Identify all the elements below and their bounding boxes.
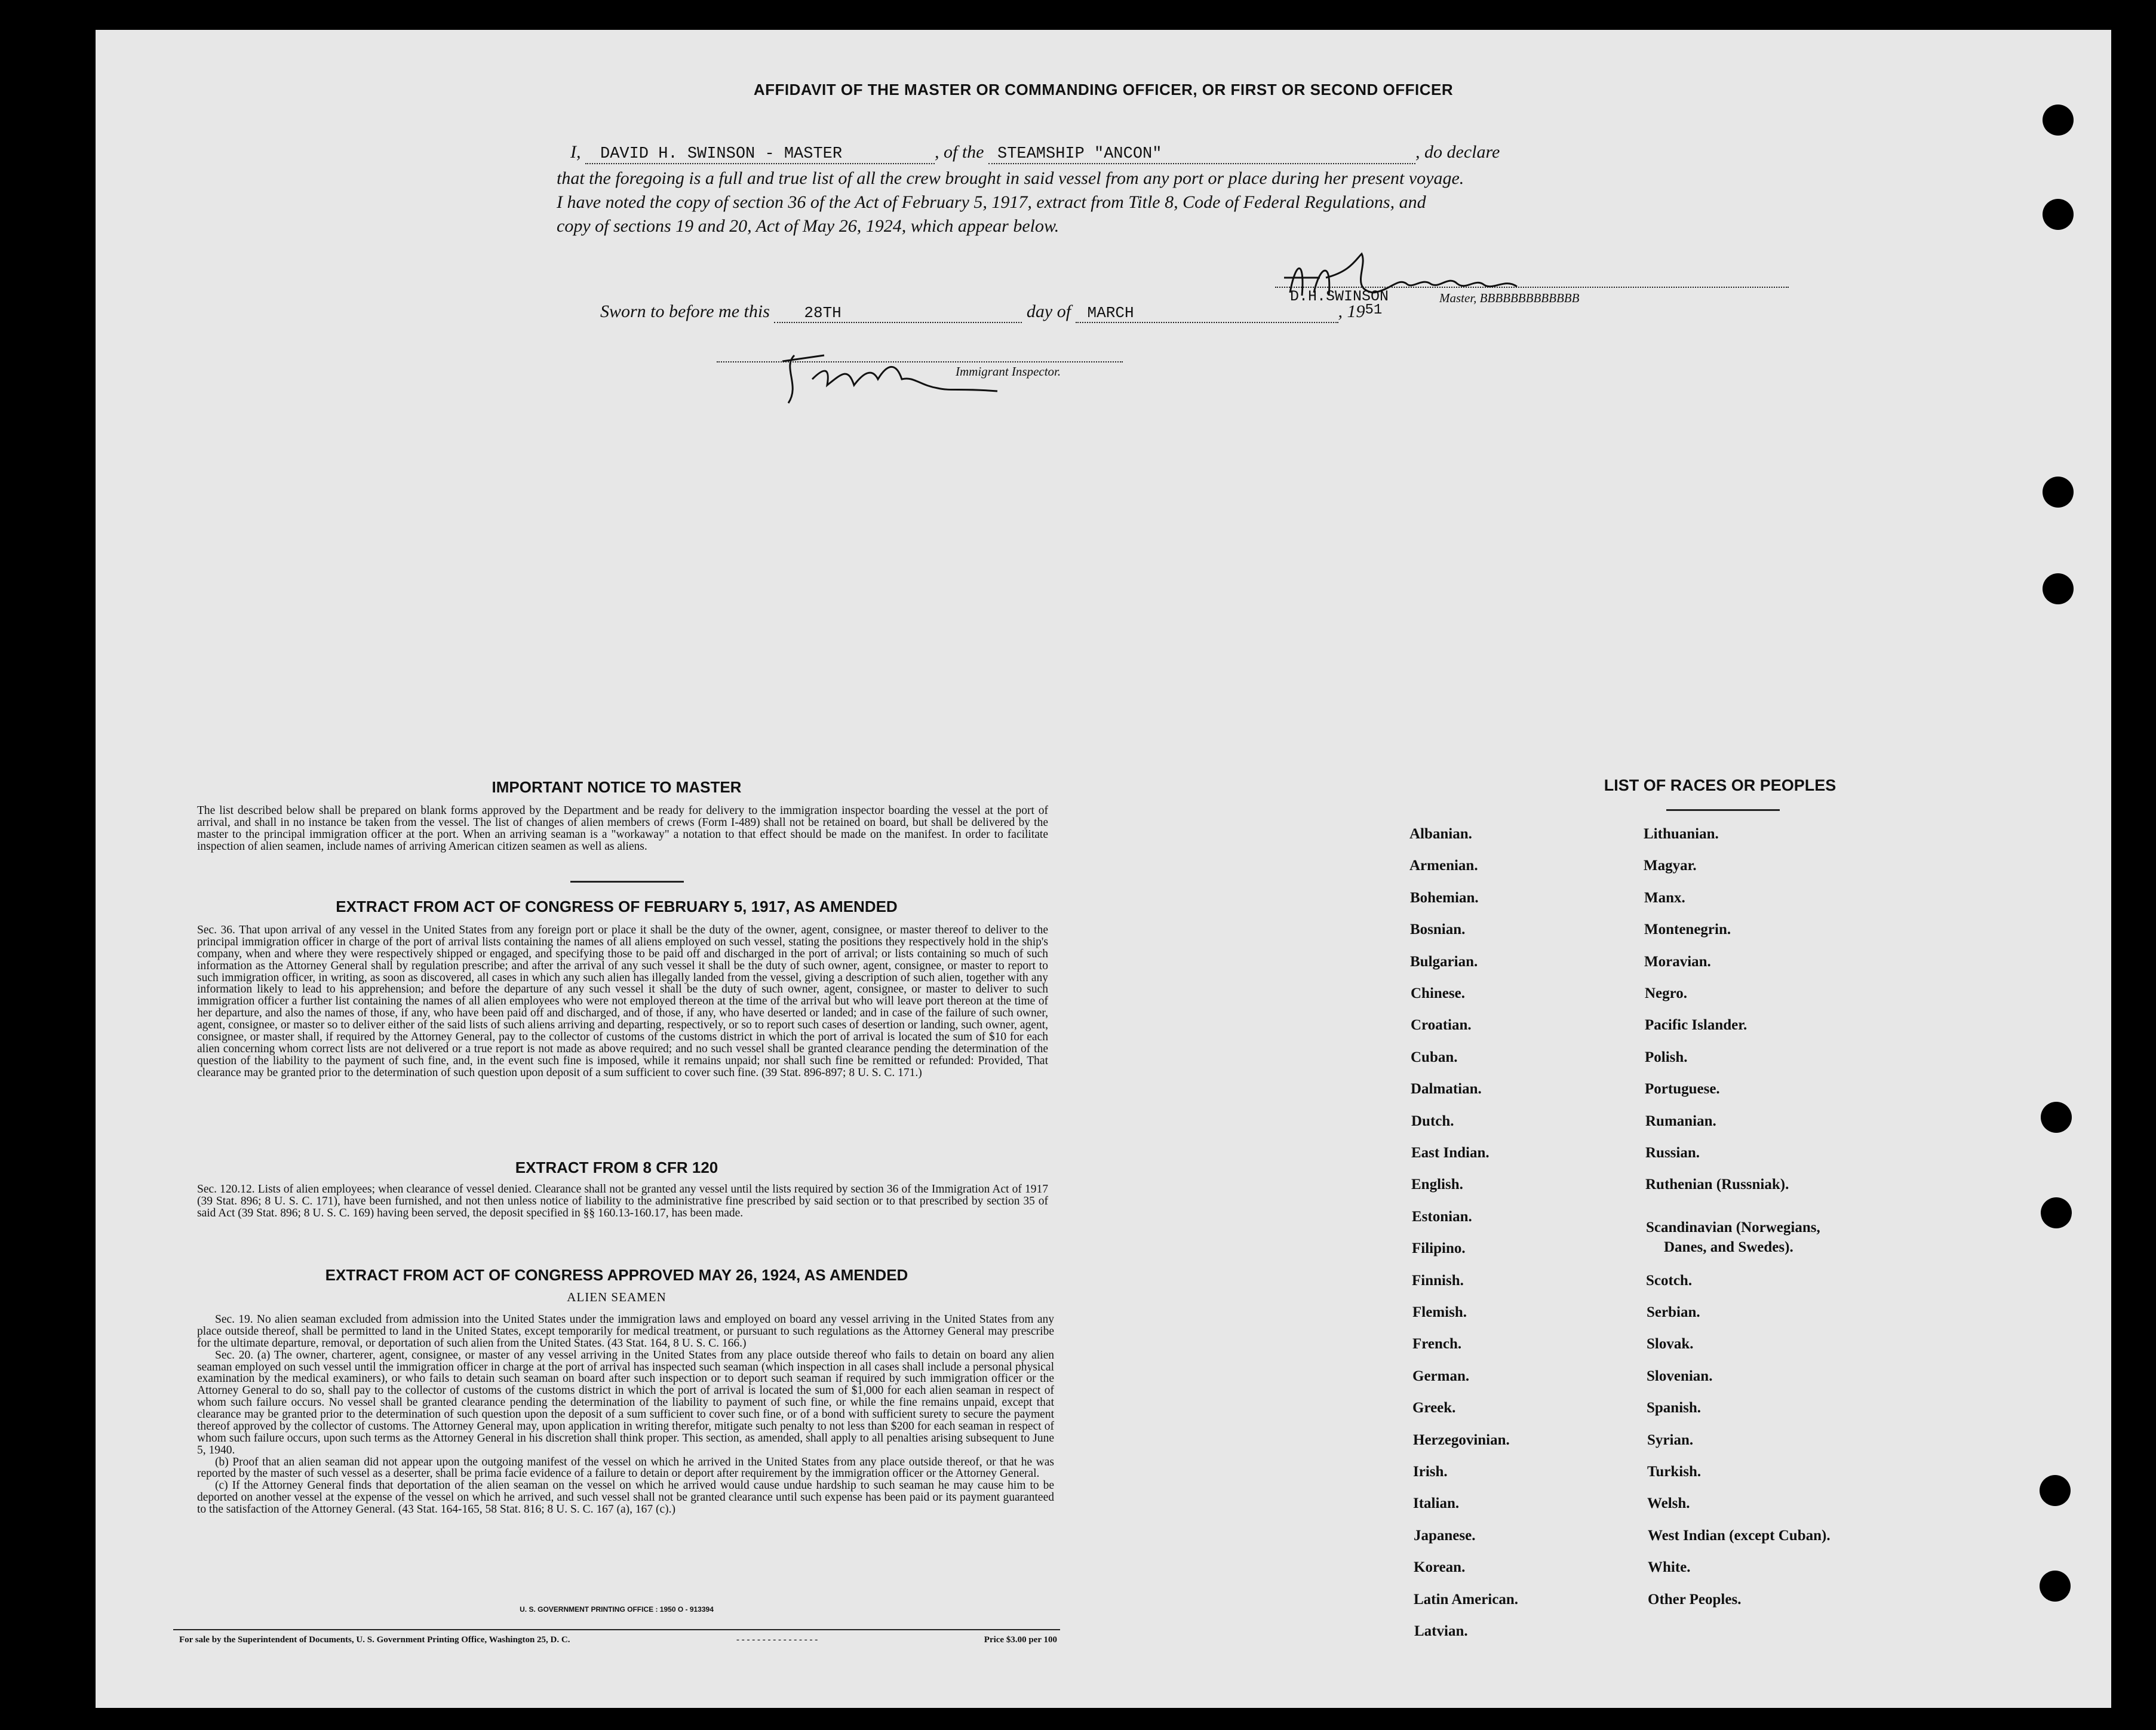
race-item: French.: [1412, 1336, 1462, 1353]
race-item: Bosnian.: [1410, 921, 1466, 938]
punch-hole: [2043, 199, 2074, 230]
race-item: Irish.: [1413, 1464, 1448, 1480]
race-item: Filipino.: [1412, 1240, 1466, 1257]
race-item: English.: [1411, 1176, 1463, 1193]
signer-typed-name: D.H.SWINSON: [1290, 288, 1389, 305]
race-item: Manx.: [1644, 889, 1685, 906]
footer: [179, 1635, 1057, 1645]
race-item: Rumanian.: [1645, 1113, 1716, 1129]
race-item: Russian.: [1645, 1145, 1700, 1161]
race-item: Dutch.: [1411, 1113, 1454, 1129]
race-item: White.: [1648, 1559, 1691, 1576]
extract1924-sec20c: (c) If the Attorney General finds that deportation of the alien seaman on the vessel on which he arrived would cause undue hardship to such seaman he may cause him to be deported on another vessel at the expense of the vessel on which he arrived, and such vessel shall not be granted clearance until such expense has been paid or its payment guaranteed to the satisfaction of the Attorney General. (43 Stat. 164-165, 58 Stat. 816; 8 U. S. C. 167 (a), 167 (c).): [197, 1479, 1054, 1516]
do-declare-text: , do declare: [1415, 142, 1500, 162]
race-item: East Indian.: [1411, 1145, 1489, 1161]
extract1917-body: Sec. 36. That upon arrival of any vessel in the United States from any foreign port or place it shall be the duty of the owner, agent, consignee, or master thereof to deliver to the principal immigration officer in charge of the port of arrival lists containing the names of all aliens employed on such vessel, stating the positions they respectively hold in the ship's company, when and where they were respectively shipped or engaged, and specifying those to be paid off and discharged in the port of arrival; or lists containing so much of such information as the Attorney General shall by regulation prescribe; and after the arrival of any such vessel it shall be the duty of such owner, agent, consignee, or master to report to such immigration officer, in writing, as soon as discovered, all cases in which any such alien has illegally landed from the vessel, giving a description of such alien, together with any information likely to lead to his apprehension; and before the departure of any such vessel it shall be the duty of such owner, agent, consignee, or master to deliver to such immigration officer a further list containing the names of all alien employees who were not employed thereon at the time of the arrival but who will leave port thereon at the time of her departure, and also the names of those, if any, who have been paid off and discharged, and of those, if any, who have deserted or landed; and in case of the failure of such owner, agent, consignee, or master so to deliver either of the said lists of such aliens arriving and departing, respectively, or so to report such cases of desertion or landing, such owner, agent, consignee, or master shall, if required by the Attorney General, pay to the collector of customs of the customs district in which the port of arrival is located the sum of $10 for each alien concerning whom correct lists are not delivered or a true report is not made as above required; and no such vessel shall be granted clearance pending the determination of the question of the liability to the payment of such fine, and, in the event such fine is imposed, while it remains unpaid; nor shall such fine be remitted or refunded: Provided, That clearance may be granted prior to the determination of such question upon deposit of a sum sufficient to cover such fine. (39 Stat. 896-897; 8 U. S. C. 171.): [197, 924, 1048, 1079]
inspector-label: Immigrant Inspector.: [956, 364, 1061, 379]
race-item: Welsh.: [1647, 1495, 1690, 1512]
extract1924-sec19: Sec. 19. No alien seaman excluded from admission into the United States under the immigration laws and employed on board any vessel arriving in the United States from any place outside thereof, shall be permitted to land in the United States, except temporarily for medical treatment, or pursuant to such regulations as the Attorney General may prescribe for the ultimate departure, removal, or deportation of such alien from the United States. (43 Stat. 164, 8 U. S. C. 166.): [197, 1313, 1054, 1350]
inspector-line: [717, 361, 1123, 362]
race-item: German.: [1412, 1368, 1470, 1384]
race-item: Herzegovinian.: [1413, 1431, 1510, 1448]
year-prefix: , 19: [1338, 302, 1365, 321]
race-item: Slovenian.: [1647, 1368, 1713, 1384]
extract1924-subtitle: ALIEN SEAMEN: [567, 1290, 667, 1304]
year-suffix: 51: [1365, 302, 1383, 318]
vessel-name-field: STEAMSHIP "ANCON": [988, 145, 1415, 164]
punch-hole: [2043, 573, 2074, 604]
races-divider: [1666, 809, 1780, 811]
punch-hole: [2040, 1571, 2071, 1602]
race-item: Ruthenian (Russniak).: [1645, 1176, 1789, 1193]
footer-dashes: - - - - - - - - - - - - - - - -: [736, 1635, 818, 1645]
extract-cfr-body: Sec. 120.12. Lists of alien employees; when clearance of vessel denied. Clearance shall not be granted any vessel until the lists required by section 36 of the Immigration Act of 1917 (39 Stat. 896; 8 U. S. C. 171), have been furnished, and not then unless notice of liability to the administrative fine prescribed by said section or to that prescribed by section 35 of said Act (39 Stat. 896; 8 U. S. C. 169) having been served, the deposit specified in §§ 160.13-160.17, has been made.: [197, 1183, 1048, 1219]
extract-cfr-title: EXTRACT FROM 8 CFR 120: [515, 1159, 718, 1176]
affidavit-title: AFFIDAVIT OF THE MASTER OR COMMANDING OFFICER, OR FIRST OR SECOND OFFICER: [753, 81, 1454, 99]
day-of-text: day of: [1026, 302, 1071, 321]
notice-body: The list described below shall be prepared on blank forms approved by the Department and be ready for delivery to the immigration inspector boarding the vessel at the port of arrival, and shall in no instance be taken from the vessel. The list of changes of alien members of crews (Form I-489) shall not be retained on board, but shall be delivered by the master to the principal immigration officer at the port. When an arriving seaman is a "workaway" a notation to that effect should be made on the manifest. In order to facilitate inspection of alien seamen, include names of arriving American citizen seamen as well as aliens.: [197, 804, 1048, 853]
race-item: Cuban.: [1411, 1049, 1458, 1065]
race-item: Japanese.: [1414, 1527, 1476, 1544]
race-item: West Indian (except Cuban).: [1648, 1527, 1831, 1544]
signer-role: Master, BBBBBBBBBBBBB: [1439, 291, 1580, 305]
affidavit-line4: copy of sections 19 and 20, Act of May 26, 1924, which appear below.: [557, 216, 1059, 236]
extract1917-title: EXTRACT FROM ACT OF CONGRESS OF FEBRUARY 5, 1917, AS AMENDED: [336, 898, 898, 915]
extract1924-title: EXTRACT FROM ACT OF CONGRESS APPROVED MAY 26, 1924, AS AMENDED: [325, 1266, 908, 1284]
footer-price: Price $3.00 per 100: [984, 1635, 1057, 1645]
race-item: Flemish.: [1412, 1304, 1467, 1320]
divider-1: [570, 881, 684, 883]
race-item: Albanian.: [1409, 826, 1472, 842]
of-the-text: , of the: [935, 142, 984, 162]
race-item: Scotch.: [1646, 1272, 1693, 1289]
race-item: Portuguese.: [1645, 1081, 1720, 1098]
race-item: Other Peoples.: [1648, 1591, 1742, 1608]
races-title: LIST OF RACES OR PEOPLES: [1604, 776, 1836, 794]
race-item: Bulgarian.: [1410, 953, 1478, 970]
affidavit-line1: [570, 142, 1777, 164]
race-item: Syrian.: [1647, 1431, 1694, 1448]
i-prefix: I,: [570, 142, 581, 162]
race-item: Lithuanian.: [1644, 826, 1719, 842]
extract1924-body: [197, 1314, 1054, 1516]
sworn-prefix: Sworn to before me this: [600, 302, 770, 321]
notice-title: IMPORTANT NOTICE TO MASTER: [492, 778, 742, 796]
punch-hole: [2041, 1102, 2072, 1133]
race-item: Chinese.: [1411, 985, 1465, 1001]
race-item: Bohemian.: [1410, 889, 1479, 906]
document-page: [96, 30, 2111, 1708]
race-item: Italian.: [1413, 1495, 1460, 1512]
race-item: Korean.: [1414, 1559, 1466, 1576]
sworn-line: [600, 302, 1382, 323]
extract1924-sec20b: (b) Proof that an alien seaman did not appear upon the outgoing manifest of the vessel on which he arrived in the United States from any place outside thereof, or that he was reported by the master of such vessel as a deserter, shall be prima facie evidence of a failure to detain or deport after requirement by the immigration officer or the Attorney General.: [197, 1455, 1054, 1480]
race-item: Dalmatian.: [1411, 1081, 1482, 1098]
race-item: Slovak.: [1647, 1336, 1694, 1353]
race-item: Polish.: [1645, 1049, 1688, 1065]
race-item: Moravian.: [1644, 953, 1711, 970]
race-item: Danes, and Swedes).: [1664, 1239, 1793, 1255]
race-item: Serbian.: [1647, 1304, 1700, 1320]
race-item: Estonian.: [1412, 1208, 1472, 1225]
punch-hole: [2043, 477, 2074, 508]
race-item: Finnish.: [1412, 1272, 1464, 1289]
affidavit-line3: I have noted the copy of section 36 of the Act of February 5, 1917, extract from Title 8, Code of Federal Regulations, and: [557, 192, 1426, 212]
sworn-month-field: MARCH: [1076, 304, 1338, 323]
punch-hole: [2040, 1475, 2071, 1506]
race-item: Montenegrin.: [1644, 921, 1731, 938]
race-item: Scandinavian (Norwegians,: [1646, 1219, 1820, 1236]
race-item: Pacific Islander.: [1645, 1017, 1747, 1034]
race-item: Turkish.: [1647, 1464, 1702, 1480]
footer-sale-text: For sale by the Superintendent of Documents, U. S. Government Printing Office, Washington 25, D. C.: [179, 1635, 570, 1645]
race-item: Latvian.: [1414, 1623, 1468, 1639]
race-item: Armenian.: [1409, 858, 1478, 874]
race-item: Croatian.: [1411, 1017, 1472, 1034]
gpo-note: U. S. GOVERNMENT PRINTING OFFICE : 1950 O - 913394: [520, 1605, 714, 1614]
master-name-field: DAVID H. SWINSON - MASTER: [585, 145, 935, 164]
race-item: Negro.: [1645, 985, 1688, 1001]
sworn-day-field: 28TH: [774, 304, 1022, 323]
race-item: Latin American.: [1414, 1591, 1518, 1608]
punch-hole: [2041, 1197, 2072, 1228]
race-item: Greek.: [1412, 1400, 1456, 1416]
footer-rule: [173, 1629, 1060, 1630]
extract1924-sec20a: Sec. 20. (a) The owner, charterer, agent, consignee, or master of any vessel arriving in the United States from any place outside thereof who fails to detain on board any alien seaman employed on such vessel until the immigration officer in charge at the port of arrival has inspected such seaman (which inspection in all cases shall include a personal physical examination by the medical examiners), or who fails to detain such seaman on board after such inspection or to deport such seaman if required by such immigration officer or the Attorney General to do so, shall pay to the collector of customs of the customs district in which the port of arrival is located the sum of $1,000 for each alien seaman in respect of whom such failure occurs. No vessel shall be granted clearance pending the determination of the liability to payment of such fine, or while the fine remains unpaid, except that clearance may be granted prior to the determination of such question upon the deposit of a sum sufficient to cover such fine, or of a bond with sufficient surety to secure the payment thereof approved by the collector of customs. The Attorney General may, upon application in writing therefor, mitigate such penalty to not less than $200 for each seaman in respect of whom such failure occurs, upon such terms as the Attorney General in his discretion shall think proper. This section, as amended, shall apply to all penalties arising subsequent to June 5, 1940.: [197, 1348, 1054, 1456]
race-item: Magyar.: [1644, 858, 1697, 874]
punch-hole: [2043, 105, 2074, 136]
race-item: Spanish.: [1647, 1400, 1702, 1416]
affidavit-line2: that the foregoing is a full and true list of all the crew brought in said vessel from any port or place during her present voyage.: [557, 168, 1464, 188]
